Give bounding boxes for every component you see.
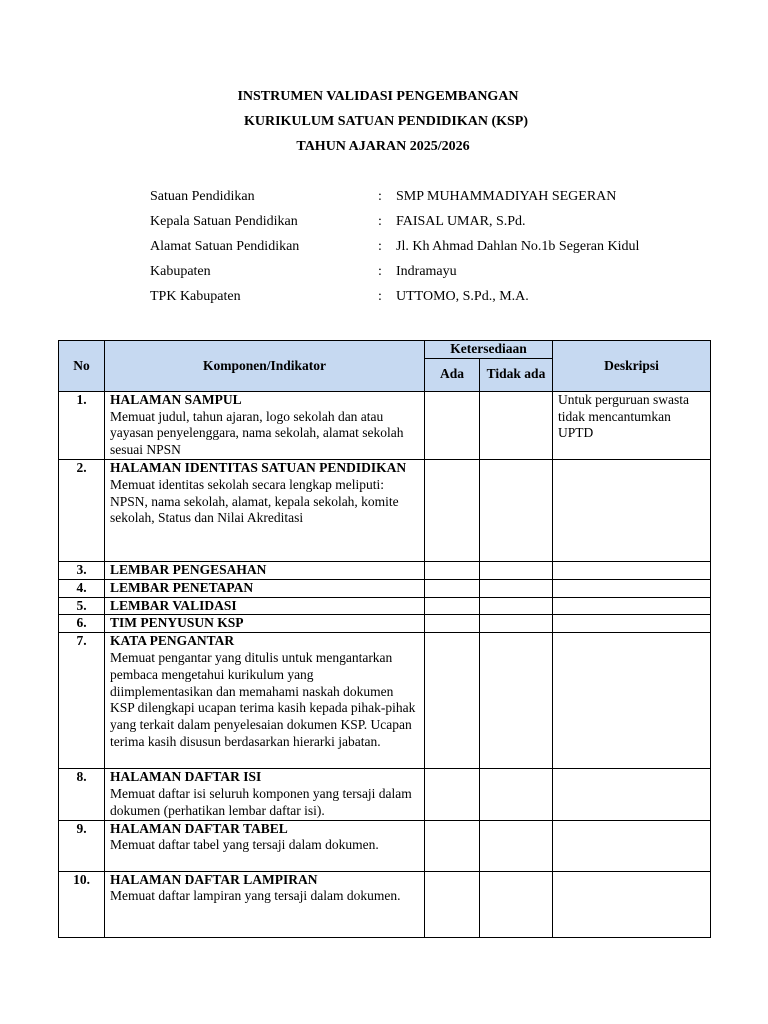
info-label: Satuan Pendidikan [150, 189, 255, 204]
row-component [105, 615, 425, 633]
info-row-alamat [150, 237, 639, 262]
table-row [59, 459, 711, 561]
cell-deskripsi[interactable]: Untuk perguruan swasta tidak mencantumkan UPTD [553, 391, 711, 459]
info-value: SMP MUHAMMADIYAH SEGERAN [396, 189, 617, 204]
cell-ada[interactable] [425, 597, 480, 615]
info-value: Jl. Kh Ahmad Dahlan No.1b Segeran Kidul [396, 239, 640, 254]
row-component [105, 579, 425, 597]
info-label: Kabupaten [150, 264, 211, 279]
info-colon: : [378, 214, 382, 229]
row-description: Memuat judul, tahun ajaran, logo sekolah dan atau yayasan penyelenggara, nama sekolah, alamat sekolah sesuai NPSN [110, 408, 404, 458]
row-number: 8. [59, 769, 105, 820]
cell-ada[interactable] [425, 459, 480, 561]
cell-tidak-ada[interactable] [480, 391, 553, 459]
row-number: 4. [59, 579, 105, 597]
cell-tidak-ada[interactable] [480, 615, 553, 633]
cell-deskripsi[interactable] [553, 597, 711, 615]
cell-tidak-ada[interactable] [480, 871, 553, 937]
info-value: FAISAL UMAR, S.Pd. [396, 214, 526, 229]
row-number: 9. [59, 820, 105, 871]
row-heading: LEMBAR PENETAPAN [110, 579, 254, 595]
validation-table [58, 340, 711, 938]
cell-deskripsi[interactable] [553, 633, 711, 769]
row-component [105, 820, 425, 871]
table-row [59, 391, 711, 459]
cell-ada[interactable] [425, 769, 480, 820]
row-component [105, 633, 425, 769]
info-colon: : [378, 189, 382, 204]
cell-ada[interactable] [425, 871, 480, 937]
row-component [105, 769, 425, 820]
info-value: UTTOMO, S.Pd., M.A. [396, 289, 529, 304]
row-description: Memuat daftar isi seluruh komponen yang tersaji dalam dokumen (perhatikan lembar daftar isi). [110, 785, 412, 818]
table-row [59, 633, 711, 769]
cell-tidak-ada[interactable] [480, 597, 553, 615]
table-row [59, 579, 711, 597]
row-number: 5. [59, 597, 105, 615]
row-number: 7. [59, 633, 105, 769]
document-title-line-1: INSTRUMEN VALIDASI PENGEMBANGAN [237, 89, 519, 104]
cell-ada[interactable] [425, 615, 480, 633]
row-heading: HALAMAN IDENTITAS SATUAN PENDIDIKAN [110, 459, 407, 475]
row-component [105, 561, 425, 579]
header-ketersediaan: Ketersediaan [425, 341, 553, 359]
row-description: Memuat identitas sekolah secara lengkap meliputi: NPSN, nama sekolah, alamat, kepala sekolah, komite sekolah, Status dan Nilai Akreditasi [110, 476, 399, 526]
row-component [105, 597, 425, 615]
cell-deskripsi[interactable] [553, 871, 711, 937]
info-row-kabupaten [150, 262, 639, 287]
info-colon: : [378, 289, 382, 304]
cell-tidak-ada[interactable] [480, 820, 553, 871]
row-heading: LEMBAR PENGESAHAN [110, 561, 267, 577]
table-row [59, 871, 711, 937]
header-deskripsi: Deskripsi [553, 341, 711, 392]
info-colon: : [378, 264, 382, 279]
info-row-satuan [150, 187, 639, 212]
cell-deskripsi[interactable] [553, 820, 711, 871]
header-ada: Ada [425, 358, 480, 391]
header-komponen: Komponen/Indikator [105, 341, 425, 392]
cell-deskripsi[interactable] [553, 459, 711, 561]
table-row [59, 561, 711, 579]
table-row [59, 769, 711, 820]
info-label: Alamat Satuan Pendidikan [150, 239, 300, 254]
cell-tidak-ada[interactable] [480, 459, 553, 561]
row-number: 2. [59, 459, 105, 561]
row-heading: HALAMAN SAMPUL [110, 391, 242, 407]
table-row [59, 820, 711, 871]
row-number: 3. [59, 561, 105, 579]
row-component [105, 871, 425, 937]
document-title-line-2: KURIKULUM SATUAN PENDIDIKAN (KSP) [243, 114, 529, 129]
row-component [105, 459, 425, 561]
info-row-kepala [150, 212, 639, 237]
cell-tidak-ada[interactable] [480, 769, 553, 820]
info-label: TPK Kabupaten [150, 289, 241, 304]
info-label: Kepala Satuan Pendidikan [150, 214, 298, 229]
row-component [105, 391, 425, 459]
cell-deskripsi[interactable] [553, 561, 711, 579]
row-number: 1. [59, 391, 105, 459]
cell-tidak-ada[interactable] [480, 561, 553, 579]
cell-deskripsi[interactable] [553, 615, 711, 633]
row-description: Memuat daftar lampiran yang tersaji dalam dokumen. [110, 888, 401, 904]
row-number: 10. [59, 871, 105, 937]
cell-deskripsi[interactable] [553, 579, 711, 597]
row-heading: TIM PENYUSUN KSP [110, 615, 244, 631]
row-heading: LEMBAR VALIDASI [110, 597, 237, 613]
info-colon: : [378, 239, 382, 254]
cell-tidak-ada[interactable] [480, 633, 553, 769]
cell-ada[interactable] [425, 579, 480, 597]
header-no: No [59, 341, 105, 392]
school-info-block [150, 187, 639, 312]
table-row [59, 615, 711, 633]
row-heading: HALAMAN DAFTAR TABEL [110, 820, 288, 836]
row-heading: HALAMAN DAFTAR ISI [110, 769, 262, 785]
row-heading: HALAMAN DAFTAR LAMPIRAN [110, 871, 318, 887]
header-tidak-ada: Tidak ada [480, 358, 553, 391]
info-value: Indramayu [396, 264, 457, 279]
cell-tidak-ada[interactable] [480, 579, 553, 597]
info-row-tpk [150, 287, 639, 312]
cell-ada[interactable] [425, 561, 480, 579]
cell-ada[interactable] [425, 391, 480, 459]
cell-ada[interactable] [425, 633, 480, 769]
row-description: Memuat daftar tabel yang tersaji dalam dokumen. [110, 837, 379, 853]
row-heading: KATA PENGANTAR [110, 633, 235, 649]
cell-ada[interactable] [425, 820, 480, 871]
cell-deskripsi[interactable] [553, 769, 711, 820]
table-row [59, 597, 711, 615]
row-description: Memuat pengantar yang ditulis untuk mengantarkan pembaca mengetahui kurikulum yang diimplementasikan dan memahami naskah dokumen KSP dilengkapi ucapan terima kasih kepada pihak-pihak yang terkait dalam penyelesaian dokumen KSP. Ucapan terima kasih disusun berdasarkan hierarki jabatan. [110, 649, 416, 749]
document-title-line-3: TAHUN AJARAN 2025/2026 [296, 139, 470, 154]
row-number: 6. [59, 615, 105, 633]
